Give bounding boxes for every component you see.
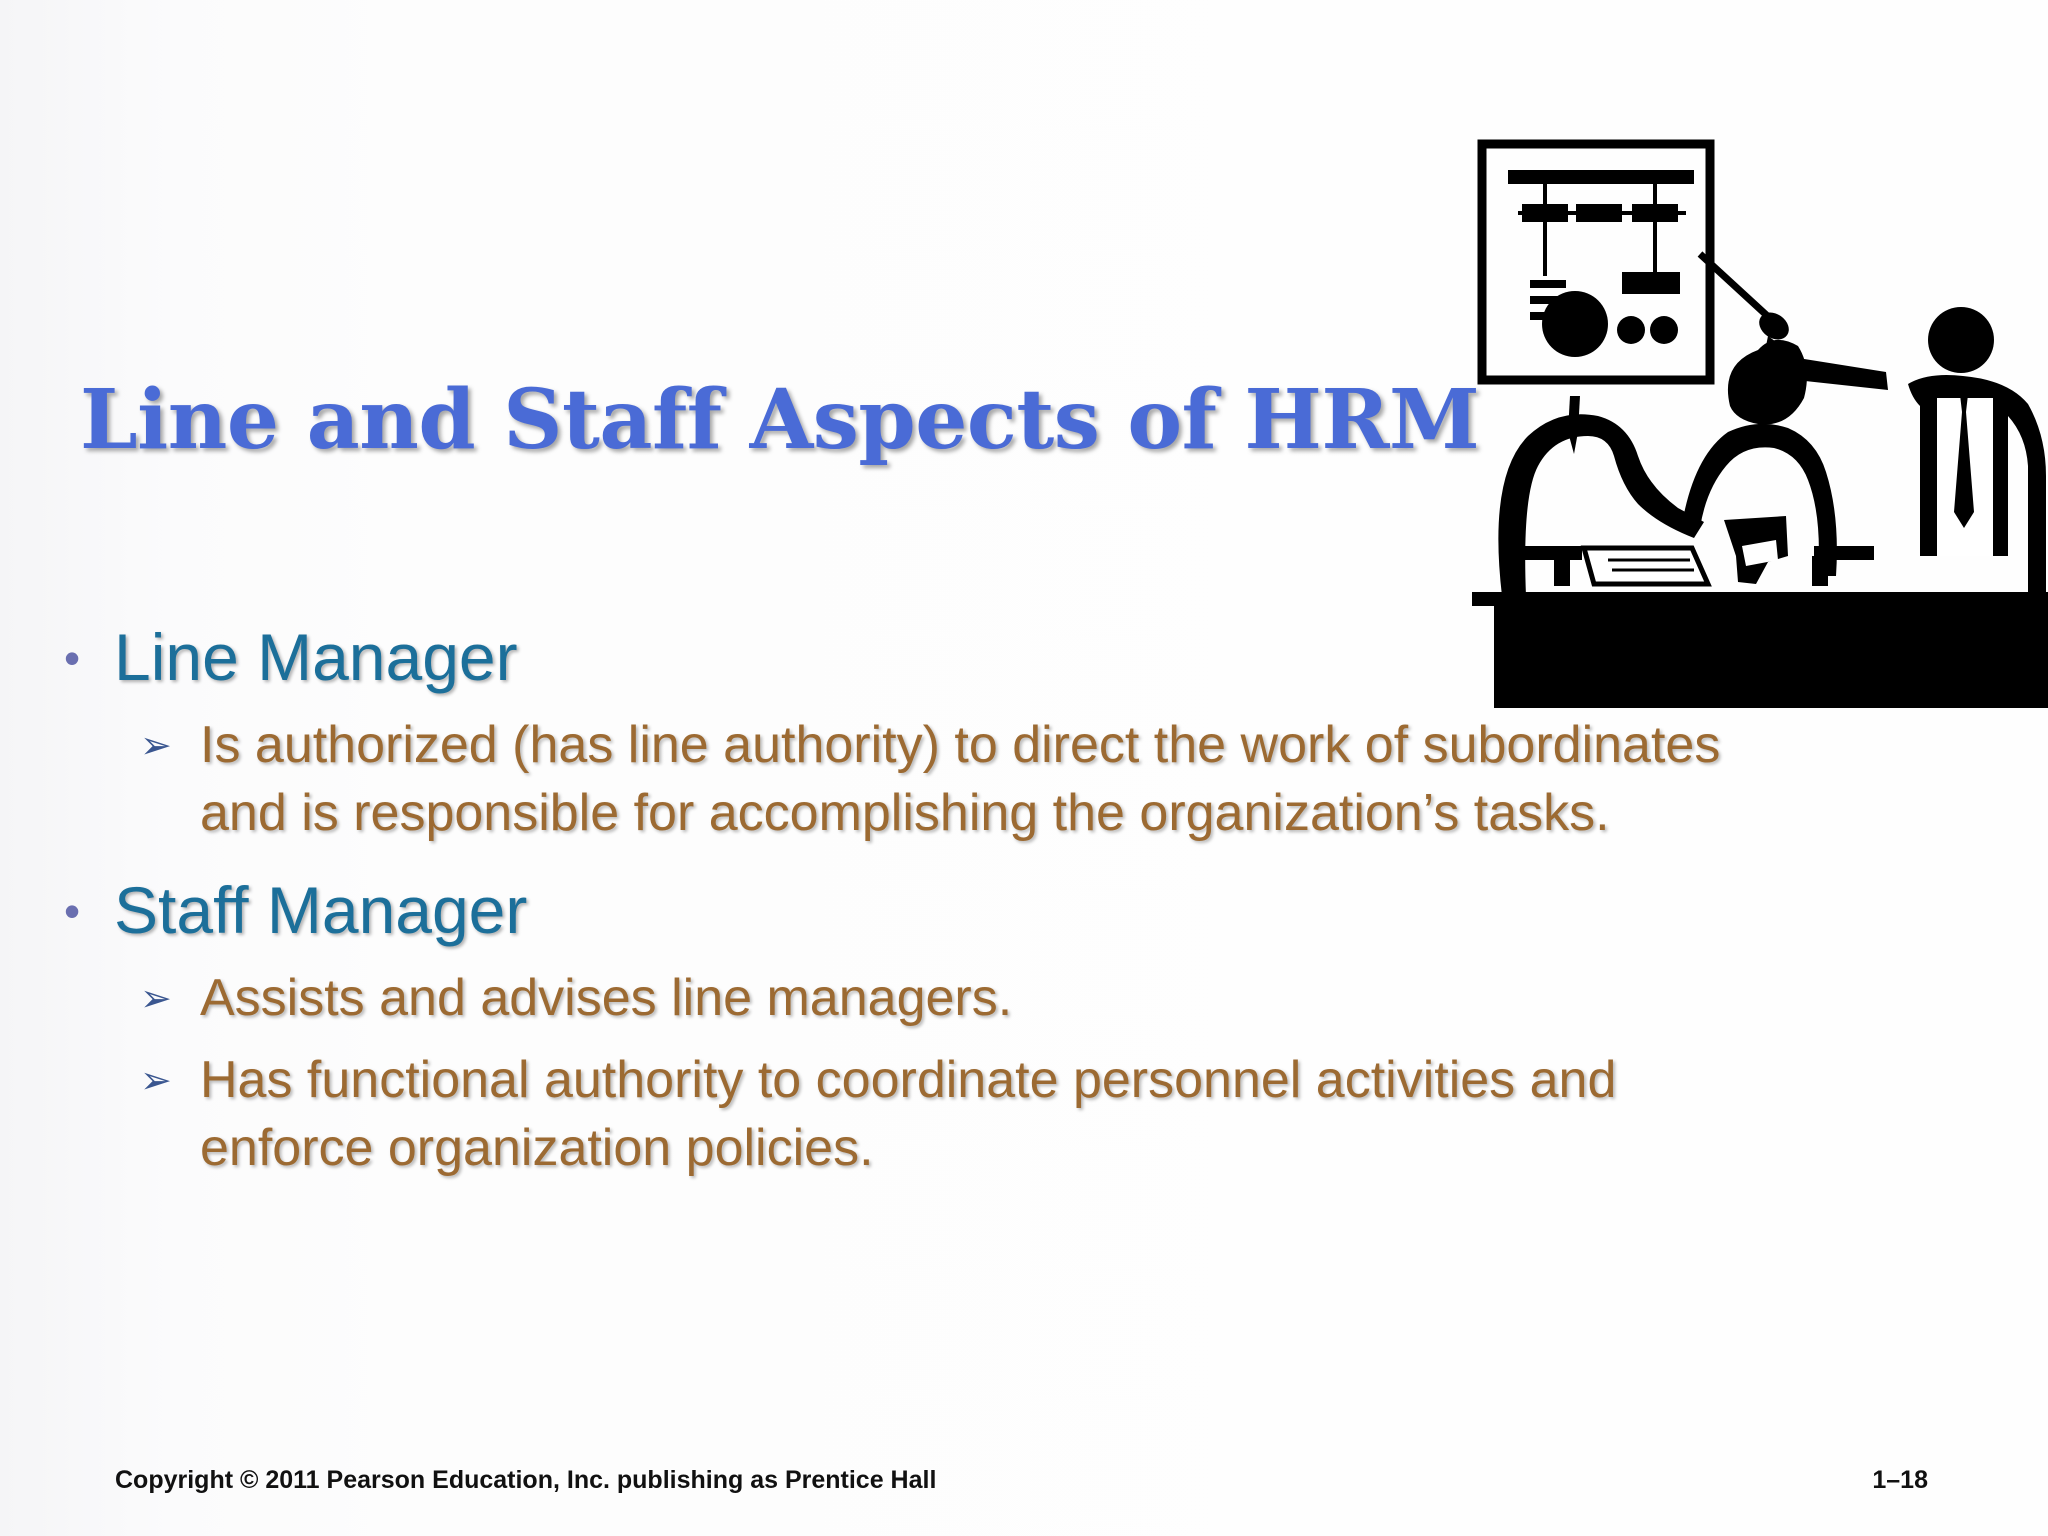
- bullet-dot-icon: •: [64, 885, 81, 937]
- bullet-dot-icon: •: [64, 632, 81, 684]
- sub-bullet-text: Is authorized (has line authority) to direct the work of subordinates and is responsible for accomplishing the organization’s tasks.: [200, 716, 1721, 842]
- presenter-clipart-icon: [1468, 136, 2048, 711]
- sub-bullet: [140, 711, 1760, 847]
- bullet-staff-manager: [60, 871, 1760, 956]
- slide-title: Line and Staff Aspects of HRM: [80, 372, 1480, 468]
- arrow-bullet-icon: ➢: [140, 976, 172, 1020]
- bullet-heading: Staff Manager: [114, 873, 528, 947]
- sub-bullet-text: Has functional authority to coordinate personnel activities and enforce organization policies.: [200, 1051, 1617, 1177]
- bullet-heading: Line Manager: [114, 620, 518, 694]
- sub-bullet: [140, 1046, 1760, 1182]
- sub-bullet: [140, 964, 1760, 1032]
- slide-number: 1–18: [1872, 1466, 1928, 1494]
- arrow-bullet-icon: ➢: [140, 723, 172, 767]
- footer-copyright: Copyright © 2011 Pearson Education, Inc. publishing as Prentice Hall: [115, 1466, 937, 1494]
- sub-bullet-text: Assists and advises line managers.: [200, 969, 1013, 1027]
- arrow-bullet-icon: ➢: [140, 1058, 172, 1102]
